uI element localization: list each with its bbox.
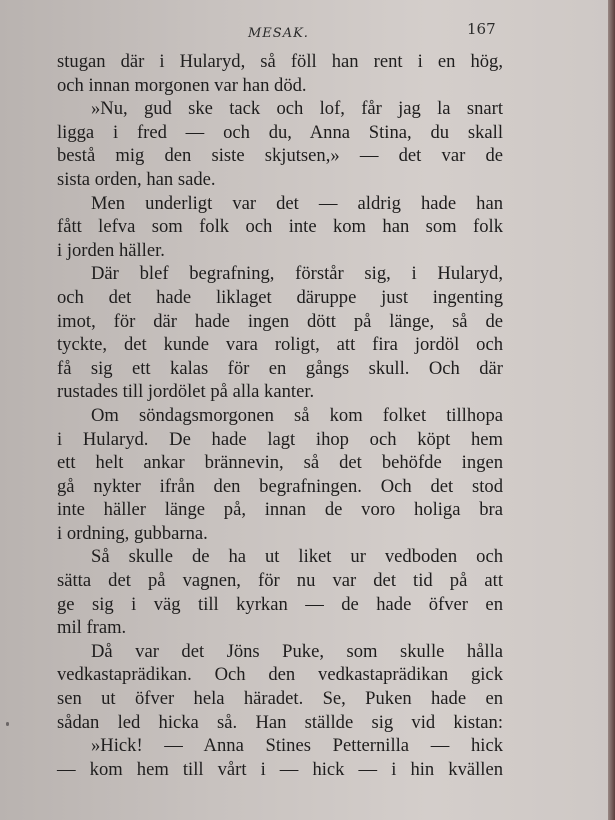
- body-text: [57, 50, 503, 781]
- text-line: ge sig i väg till kyrkan — de hade öfver en: [57, 593, 503, 615]
- page-edge: [608, 0, 615, 820]
- text-line: i ordning, gubbarna.: [57, 522, 208, 544]
- text-line: rustades till jordölet på alla kanter.: [57, 381, 315, 403]
- text-line: gå nykter ifrån den begrafningen. Och det stod: [57, 475, 503, 497]
- text-line: få sig ett kalas för en gångs skull. Och där: [57, 357, 503, 379]
- text-line: fått lefva som folk och inte kom han som folk: [57, 216, 503, 238]
- text-line: i Hularyd. De hade lagt ihop och köpt hem: [57, 428, 503, 450]
- text-line: Så skulle de ha ut liket ur vedboden och: [91, 546, 503, 568]
- text-line: inte häller länge på, innan de voro holiga bra: [57, 499, 503, 521]
- page-header: [0, 20, 615, 44]
- text-line: Då var det Jöns Puke, som skulle hålla: [91, 640, 503, 662]
- text-line: sådan led hicka så. Han ställde sig vid kistan:: [57, 711, 503, 733]
- page-number: 167: [467, 20, 496, 38]
- text-line: tyckte, det kunde vara roligt, att fira jordöl och: [57, 334, 503, 356]
- text-line: och innan morgonen var han död.: [57, 74, 307, 96]
- text-line: mil fram.: [57, 617, 127, 639]
- text-line: Om söndagsmorgonen så kom folket tillhopa: [91, 404, 503, 426]
- text-line: stugan där i Hularyd, så föll han rent i en hög,: [57, 51, 503, 72]
- text-line: vedkastaprädikan. Och den vedkastaprädikan gick: [57, 664, 503, 686]
- text-line: sen ut öfver hela häradet. Se, Puken hade en: [57, 688, 503, 710]
- ink-spot: [6, 722, 9, 726]
- text-line: »Nu, gud ske tack och lof, får jag la snart: [91, 98, 503, 120]
- text-line: sätta det på vagnen, för nu var det tid på att: [57, 570, 503, 592]
- text-line: Där blef begrafning, förstår sig, i Hularyd,: [91, 263, 503, 285]
- text-line: i jorden häller.: [57, 239, 165, 261]
- text-line: imot, för där hade ingen dött på länge, så de: [57, 310, 503, 332]
- text-line: ligga i fred — och du, Anna Stina, du skall: [57, 121, 503, 143]
- running-title: MESAK.: [248, 26, 309, 41]
- text-line: ett helt ankar brännevin, så det behöfde ingen: [57, 452, 503, 474]
- text-line: bestå mig den siste skjutsen,» — det var de: [57, 145, 503, 167]
- text-line: »Hick! — Anna Stines Petternilla — hick: [91, 735, 503, 757]
- text-line: — kom hem till vårt i — hick — i hin kvällen: [57, 758, 503, 780]
- text-line: Men underligt var det — aldrig hade han: [91, 192, 503, 214]
- text-line: sista orden, han sade.: [57, 168, 216, 190]
- text-line: och det hade liklaget däruppe just ingenting: [57, 286, 503, 308]
